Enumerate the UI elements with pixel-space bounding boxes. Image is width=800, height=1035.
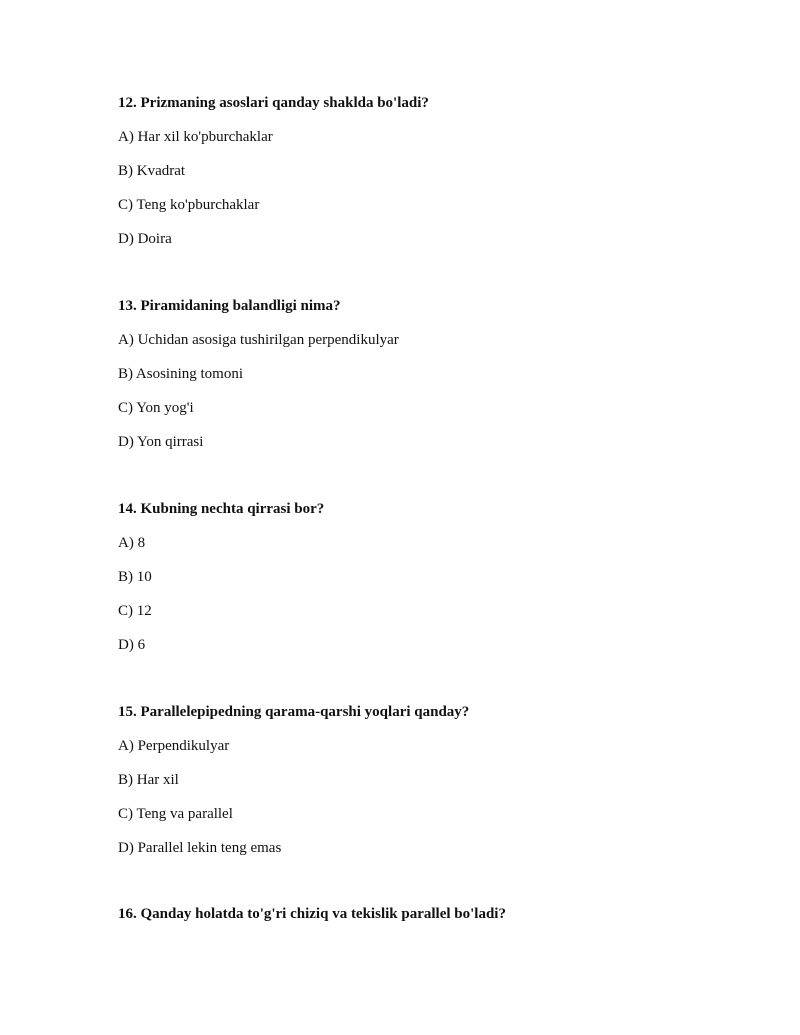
question-12 (118, 94, 738, 247)
answer-option-a: A) Har xil ko'pburchaklar (118, 129, 273, 145)
question-16 (118, 905, 738, 923)
answer-option-b: B) Har xil (118, 772, 179, 788)
answer-option-b: B) 10 (118, 569, 152, 585)
answer-option-a: A) Perpendikulyar (118, 738, 230, 754)
question-title: 13. Piramidaning balandligi nima? (118, 298, 341, 314)
answer-option-a: A) 8 (118, 535, 146, 551)
answer-option-c: C) Yon yog'i (118, 400, 194, 416)
question-13 (118, 297, 738, 450)
answer-option-d: D) Yon qirrasi (118, 434, 204, 450)
answer-option-b: B) Asosining tomoni (118, 366, 244, 382)
answer-option-c: C) 12 (118, 603, 152, 619)
answer-option-c: C) Teng ko'pburchaklar (118, 197, 260, 213)
question-15 (118, 703, 738, 856)
answer-option-d: D) Parallel lekin teng emas (118, 840, 282, 856)
answer-option-d: D) Doira (118, 231, 172, 247)
question-14 (118, 500, 738, 653)
answer-option-c: C) Teng va parallel (118, 806, 233, 822)
answer-option-b: B) Kvadrat (118, 163, 186, 179)
question-title: 14. Kubning nechta qirrasi bor? (118, 501, 325, 517)
answer-option-a: A) Uchidan asosiga tushirilgan perpendikulyar (118, 332, 399, 348)
question-title: 15. Parallelepipedning qarama-qarshi yoqlari qanday? (118, 704, 470, 720)
answer-option-d: D) 6 (118, 637, 146, 653)
question-title: 16. Qanday holatda to'g'ri chiziq va tekislik parallel bo'ladi? (118, 906, 506, 922)
question-title: 12. Prizmaning asoslari qanday shaklda bo'ladi? (118, 95, 429, 111)
